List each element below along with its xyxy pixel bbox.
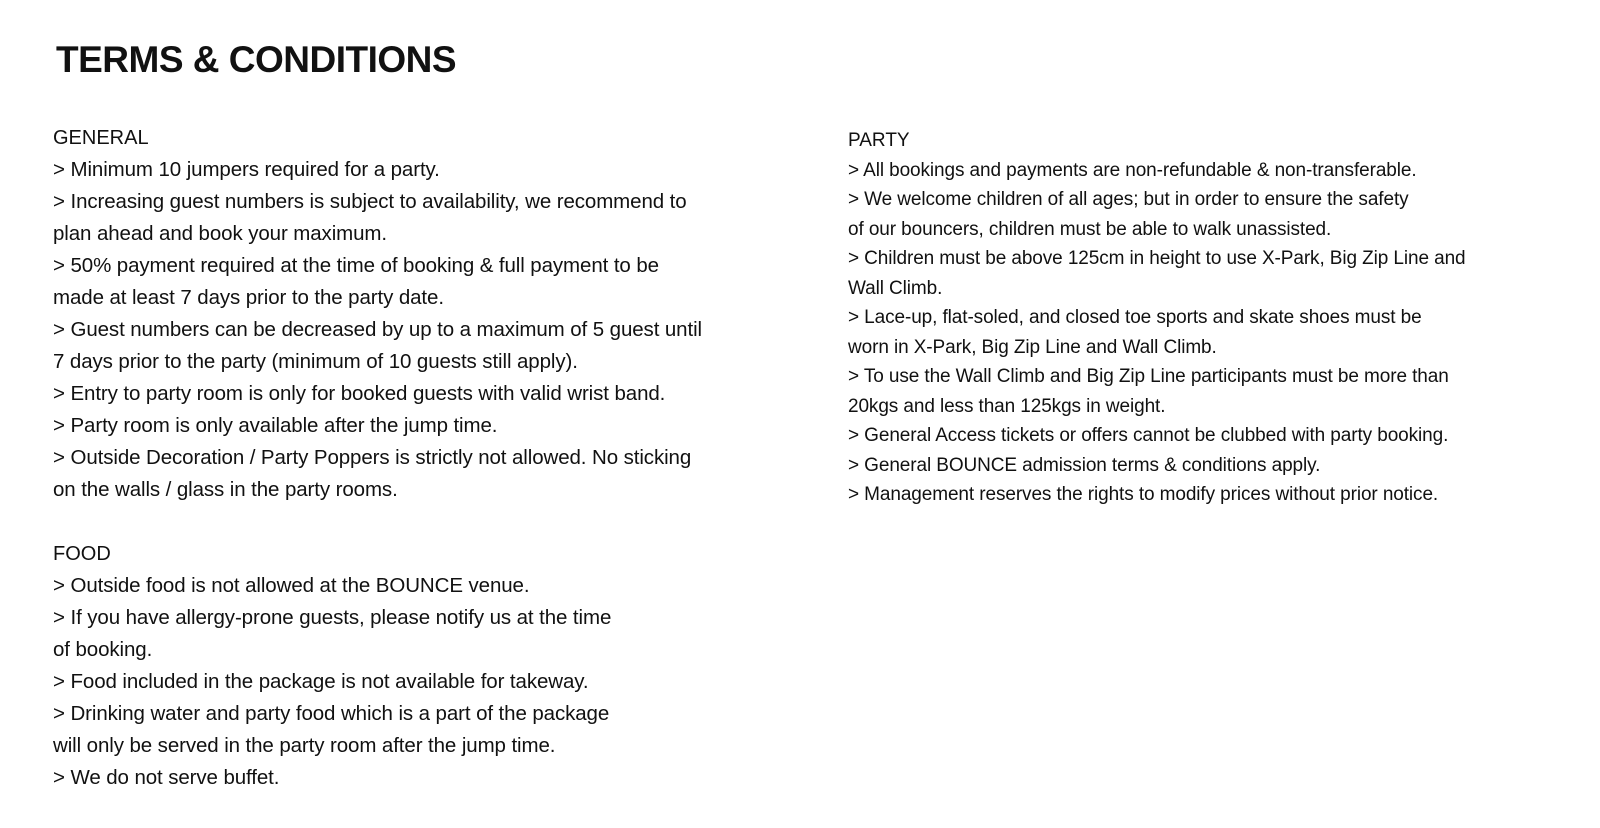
party-line: of our bouncers, children must be able to walk unassisted.: [848, 218, 1332, 240]
general-line: on the walls / glass in the party rooms.: [53, 478, 398, 501]
general-line: > Increasing guest numbers is subject to availability, we recommend to: [53, 190, 687, 213]
food-line: will only be served in the party room after the jump time.: [53, 734, 556, 757]
party-line: > All bookings and payments are non-refundable & non-transferable.: [848, 159, 1417, 181]
general-line: > Outside Decoration / Party Poppers is strictly not allowed. No sticking: [53, 446, 692, 469]
party-line: > Management reserves the rights to modify prices without prior notice.: [848, 484, 1439, 505]
general-line: > Minimum 10 jumpers required for a party.: [53, 158, 440, 181]
general-heading: GENERAL: [53, 127, 149, 149]
food-line: > Drinking water and party food which is a part of the package: [53, 702, 610, 725]
party-line: > General Access tickets or offers cannot be clubbed with party booking.: [848, 425, 1449, 446]
party-line: worn in X-Park, Big Zip Line and Wall Climb.: [848, 336, 1217, 358]
food-line: of booking.: [53, 638, 153, 661]
general-line: 7 days prior to the party (minimum of 10 guests still apply).: [53, 350, 578, 373]
party-line: > Children must be above 125cm in height to use X-Park, Big Zip Line and: [848, 248, 1466, 269]
general-line: > Party room is only available after the jump time.: [53, 414, 498, 437]
general-line: > Entry to party room is only for booked guests with valid wrist band.: [53, 382, 666, 405]
food-line: > If you have allergy-prone guests, please notify us at the time: [53, 606, 612, 629]
party-line: > We welcome children of all ages; but in order to ensure the safety: [848, 189, 1409, 210]
general-section: [53, 122, 702, 506]
general-line: plan ahead and book your maximum.: [53, 222, 388, 245]
party-line: > Lace-up, flat-soled, and closed toe sports and skate shoes must be: [848, 307, 1422, 328]
food-section: [53, 538, 611, 794]
party-line: > General BOUNCE admission terms & conditions apply.: [848, 454, 1321, 476]
general-line: > Guest numbers can be decreased by up to a maximum of 5 guest until: [53, 318, 702, 341]
party-line: 20kgs and less than 125kgs in weight.: [848, 395, 1166, 417]
party-section: [848, 126, 1466, 510]
food-line: > Food included in the package is not available for takeway.: [53, 670, 589, 693]
general-line: made at least 7 days prior to the party date.: [53, 286, 444, 309]
party-line: > To use the Wall Climb and Big Zip Line participants must be more than: [848, 366, 1449, 387]
page-title: TERMS & CONDITIONS: [56, 39, 457, 80]
food-heading: FOOD: [53, 543, 111, 565]
food-line: > Outside food is not allowed at the BOUNCE venue.: [53, 574, 530, 597]
party-heading: PARTY: [848, 130, 910, 151]
food-line: > We do not serve buffet.: [53, 766, 280, 789]
general-line: > 50% payment required at the time of booking & full payment to be: [53, 254, 659, 277]
party-line: Wall Climb.: [848, 277, 943, 299]
